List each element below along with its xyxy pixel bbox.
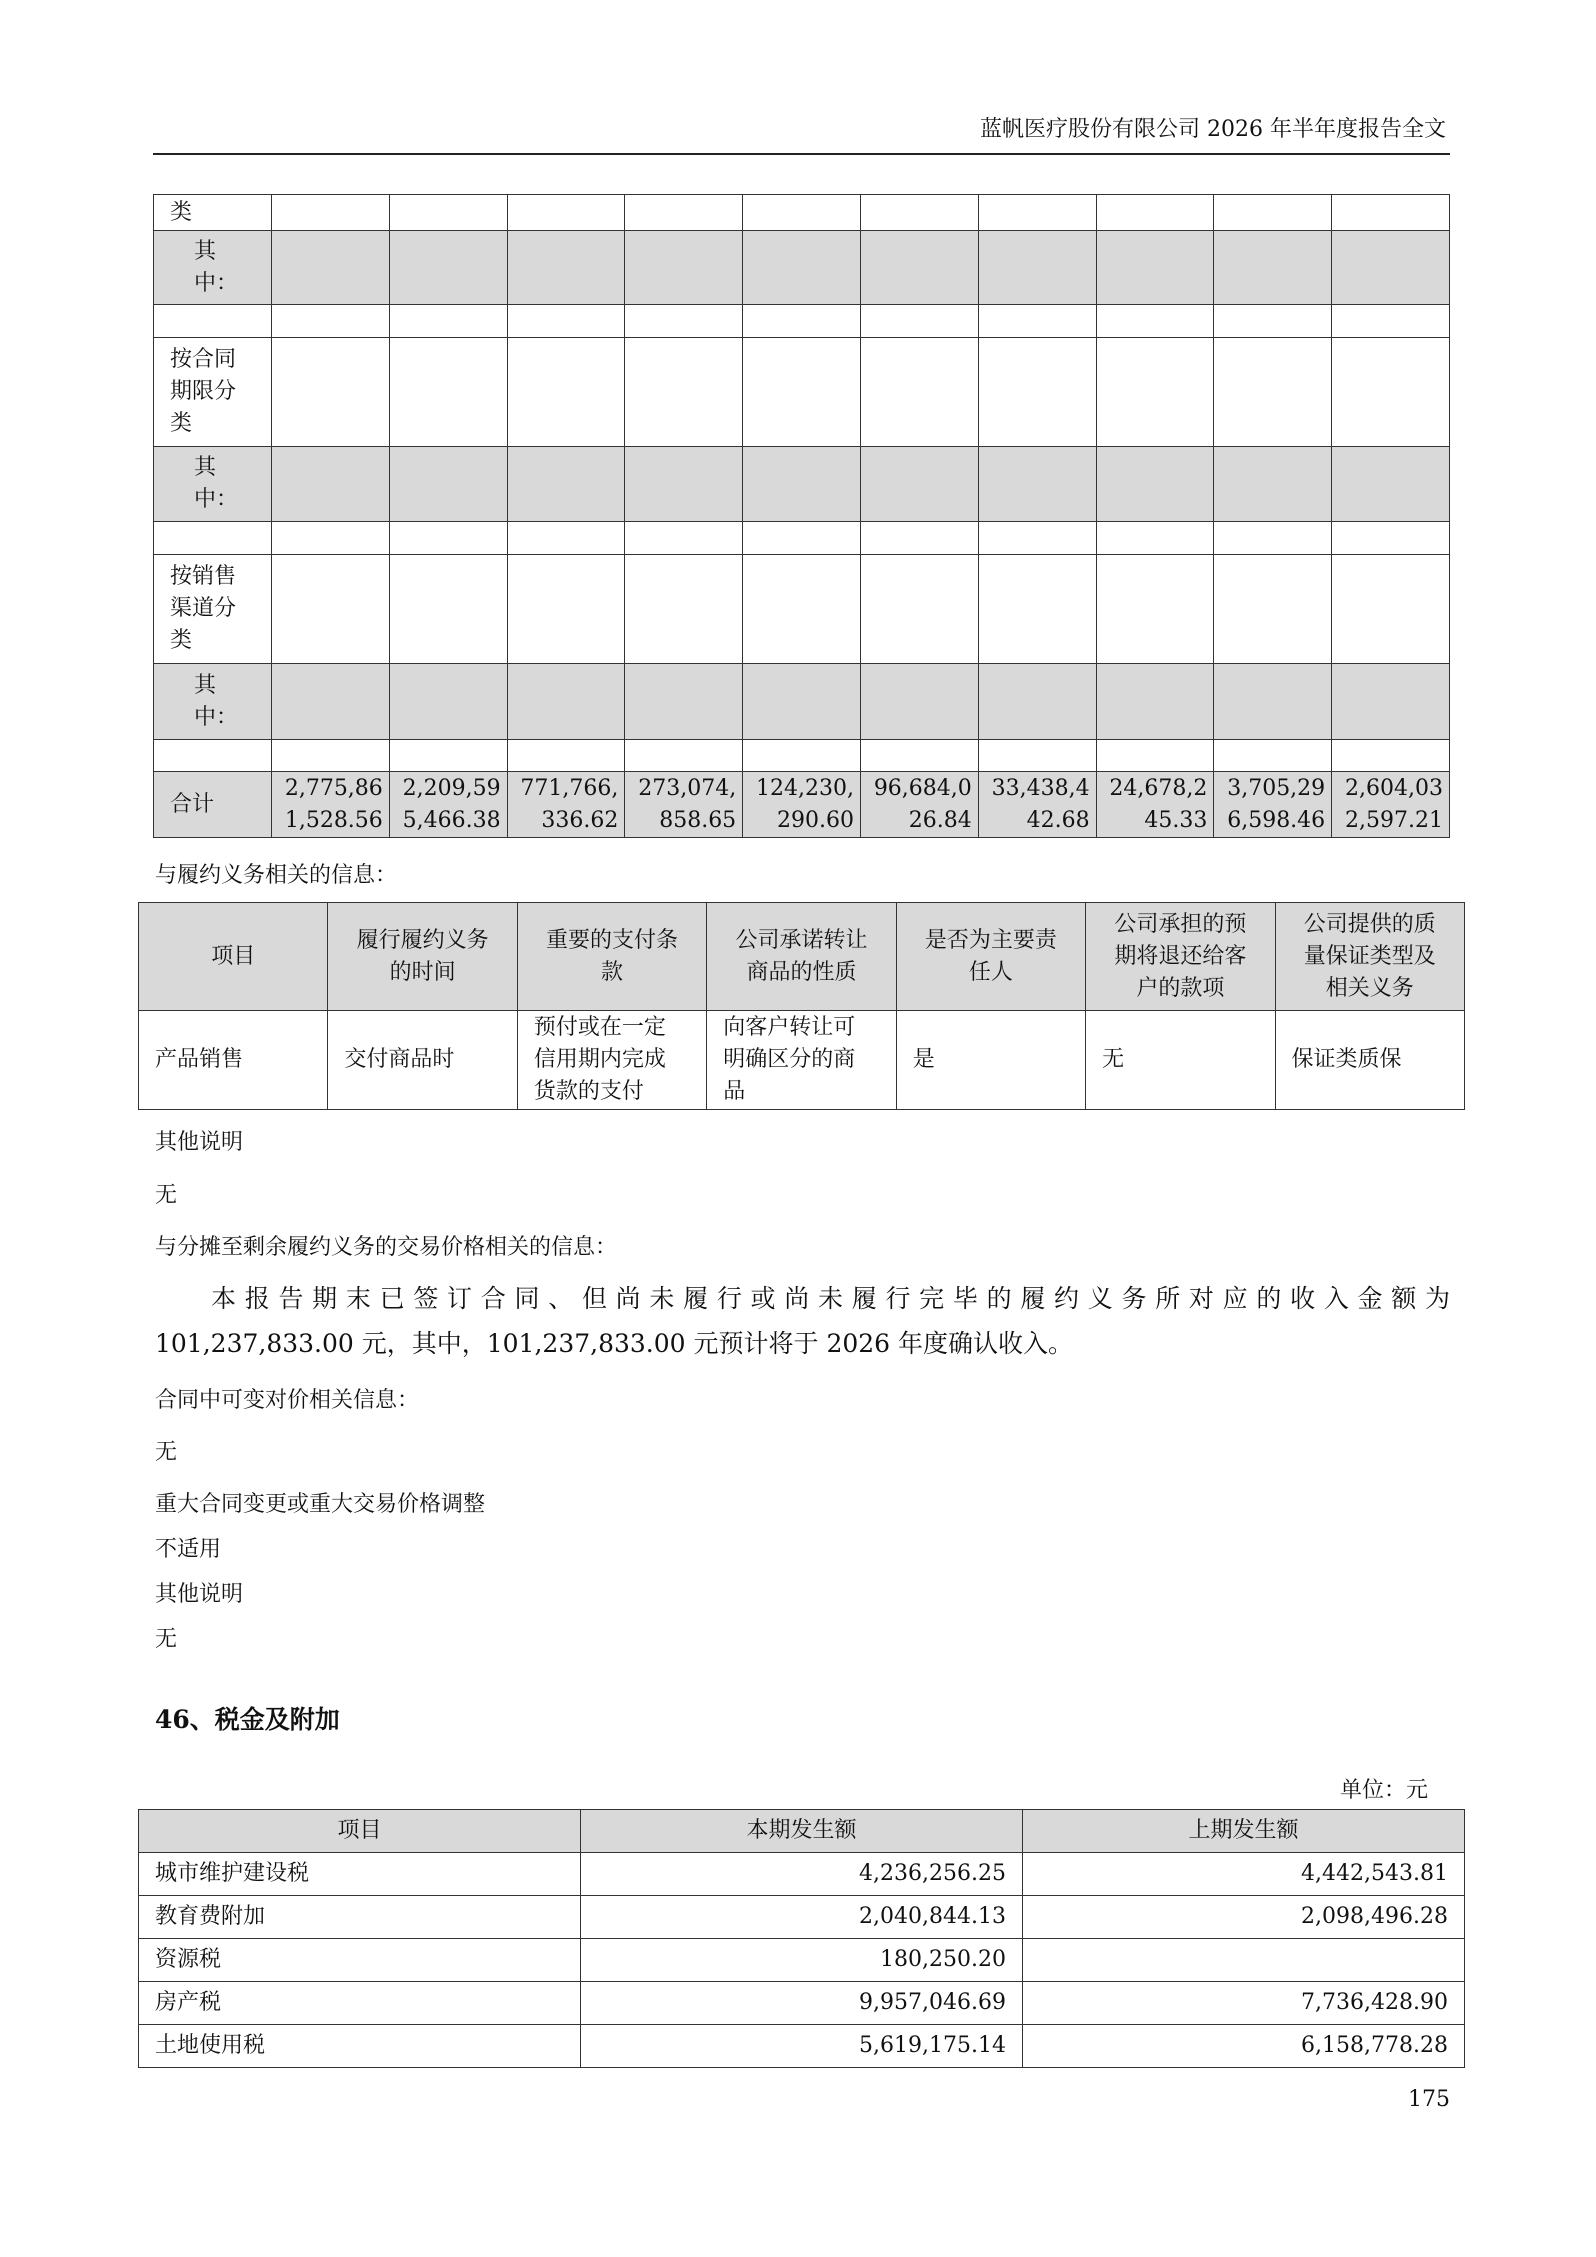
taxes-surcharges-table bbox=[138, 1809, 1465, 2068]
column-header: 本期发生额 bbox=[581, 1810, 1023, 1853]
table-header-row bbox=[139, 903, 1465, 1011]
total-value: 273,074, 858.65 bbox=[625, 772, 743, 838]
current-amount-cell: 9,957,046.69 bbox=[581, 1982, 1023, 2025]
row-label bbox=[154, 522, 272, 555]
row-label: 其 中： bbox=[154, 664, 272, 740]
table-header-row bbox=[139, 1810, 1465, 1853]
table-row bbox=[154, 555, 1450, 664]
previous-amount-cell bbox=[1023, 1939, 1465, 1982]
total-value: 96,684,0 26.84 bbox=[860, 772, 978, 838]
table-cell: 交付商品时 bbox=[328, 1011, 517, 1110]
row-label bbox=[154, 740, 272, 772]
item-cell: 城市维护建设税 bbox=[139, 1853, 581, 1896]
section-title-taxes: 46、税金及附加 bbox=[155, 1705, 340, 1734]
column-header: 项目 bbox=[139, 1810, 581, 1853]
item-cell: 土地使用税 bbox=[139, 2025, 581, 2068]
item-cell: 资源税 bbox=[139, 1939, 581, 1982]
revenue-breakdown-table bbox=[153, 194, 1450, 838]
total-label: 合计 bbox=[154, 772, 272, 838]
total-value: 2,209,59 5,466.38 bbox=[389, 772, 507, 838]
table-row bbox=[154, 664, 1450, 740]
table-row bbox=[139, 1982, 1465, 2025]
report-header-title: 蓝帆医疗股份有限公司 2026 年半年度报告全文 bbox=[980, 117, 1446, 142]
previous-amount-cell: 2,098,496.28 bbox=[1023, 1896, 1465, 1939]
current-amount-cell: 2,040,844.13 bbox=[581, 1896, 1023, 1939]
total-value: 3,705,29 6,598.46 bbox=[1214, 772, 1332, 838]
previous-amount-cell: 4,442,543.81 bbox=[1023, 1853, 1465, 1896]
variable-consideration-title: 合同中可变对价相关信息： bbox=[155, 1388, 420, 1413]
total-value: 33,438,4 42.68 bbox=[978, 772, 1096, 838]
total-value: 2,775,86 1,528.56 bbox=[272, 772, 390, 838]
column-header: 上期发生额 bbox=[1023, 1810, 1465, 1853]
column-header: 是否为主要责 任人 bbox=[896, 903, 1085, 1011]
previous-amount-cell: 7,736,428.90 bbox=[1023, 1982, 1465, 2025]
other-note-label: 其他说明 bbox=[155, 1130, 244, 1155]
column-header: 公司承诺转让 商品的性质 bbox=[707, 903, 896, 1011]
table-row bbox=[139, 1011, 1465, 1110]
current-amount-cell: 4,236,256.25 bbox=[581, 1853, 1023, 1896]
table-cell: 是 bbox=[896, 1011, 1085, 1110]
row-label bbox=[154, 305, 272, 338]
current-amount-cell: 180,250.20 bbox=[581, 1939, 1023, 1982]
table-row bbox=[139, 1853, 1465, 1896]
previous-amount-cell: 6,158,778.28 bbox=[1023, 2025, 1465, 2068]
remaining-obligation-paragraph bbox=[155, 1276, 1450, 1366]
column-header: 公司提供的质 量保证类型及 相关义务 bbox=[1275, 903, 1464, 1011]
table-cell: 向客户转让可 明确区分的商 品 bbox=[707, 1011, 896, 1110]
table-row bbox=[139, 1939, 1465, 1982]
table-cell: 保证类质保 bbox=[1275, 1011, 1464, 1110]
table-row bbox=[139, 1896, 1465, 1939]
none-text: 无 bbox=[155, 1440, 178, 1465]
item-cell: 房产税 bbox=[139, 1982, 581, 2025]
paragraph-line: 本报告期末已签订合同、但尚未履行或尚未履行完毕的履约义务所对应的收入金额为 bbox=[211, 1284, 1450, 1313]
total-row bbox=[154, 772, 1450, 838]
current-amount-cell: 5,619,175.14 bbox=[581, 2025, 1023, 2068]
other-note-label: 其他说明 bbox=[155, 1582, 244, 1607]
header-rule bbox=[153, 153, 1450, 155]
column-header: 重要的支付条 款 bbox=[517, 903, 706, 1011]
row-label: 按销售 渠道分 类 bbox=[154, 555, 272, 664]
table-row bbox=[154, 522, 1450, 555]
total-value: 2,604,03 2,597.21 bbox=[1332, 772, 1450, 838]
remaining-obligation-title: 与分摊至剩余履约义务的交易价格相关的信息： bbox=[155, 1235, 618, 1260]
not-applicable-text: 不适用 bbox=[155, 1537, 222, 1562]
column-header: 履行履约义务 的时间 bbox=[328, 903, 517, 1011]
table-row bbox=[154, 305, 1450, 338]
paragraph-line: 101,237,833.00 元，其中，101,237,833.00 元预计将于 2026 年度确认收入。 bbox=[155, 1329, 1074, 1358]
table-cell: 产品销售 bbox=[139, 1011, 328, 1110]
total-value: 24,678,2 45.33 bbox=[1096, 772, 1214, 838]
table-row bbox=[154, 195, 1450, 231]
table-row bbox=[154, 231, 1450, 305]
performance-obligation-table bbox=[138, 902, 1465, 1110]
table-cell: 无 bbox=[1086, 1011, 1275, 1110]
row-label: 类 bbox=[154, 195, 272, 231]
total-value: 771,766, 336.62 bbox=[507, 772, 625, 838]
none-text: 无 bbox=[155, 1627, 178, 1652]
contract-change-title: 重大合同变更或重大交易价格调整 bbox=[155, 1492, 486, 1517]
column-header: 公司承担的预 期将退还给客 户的款项 bbox=[1086, 903, 1275, 1011]
table-row bbox=[154, 338, 1450, 447]
performance-section-title: 与履约义务相关的信息： bbox=[155, 863, 398, 888]
table-cell: 预付或在一定 信用期内完成 货款的支付 bbox=[517, 1011, 706, 1110]
none-text: 无 bbox=[155, 1183, 178, 1208]
unit-label: 单位：元 bbox=[1339, 1778, 1428, 1803]
row-label: 其 中： bbox=[154, 231, 272, 305]
page-number: 175 bbox=[1408, 2087, 1450, 2112]
row-label: 其 中： bbox=[154, 447, 272, 522]
row-label: 按合同 期限分 类 bbox=[154, 338, 272, 447]
total-value: 124,230, 290.60 bbox=[743, 772, 861, 838]
item-cell: 教育费附加 bbox=[139, 1896, 581, 1939]
table-row bbox=[154, 447, 1450, 522]
table-row bbox=[154, 740, 1450, 772]
column-header: 项目 bbox=[139, 903, 328, 1011]
table-row bbox=[139, 2025, 1465, 2068]
